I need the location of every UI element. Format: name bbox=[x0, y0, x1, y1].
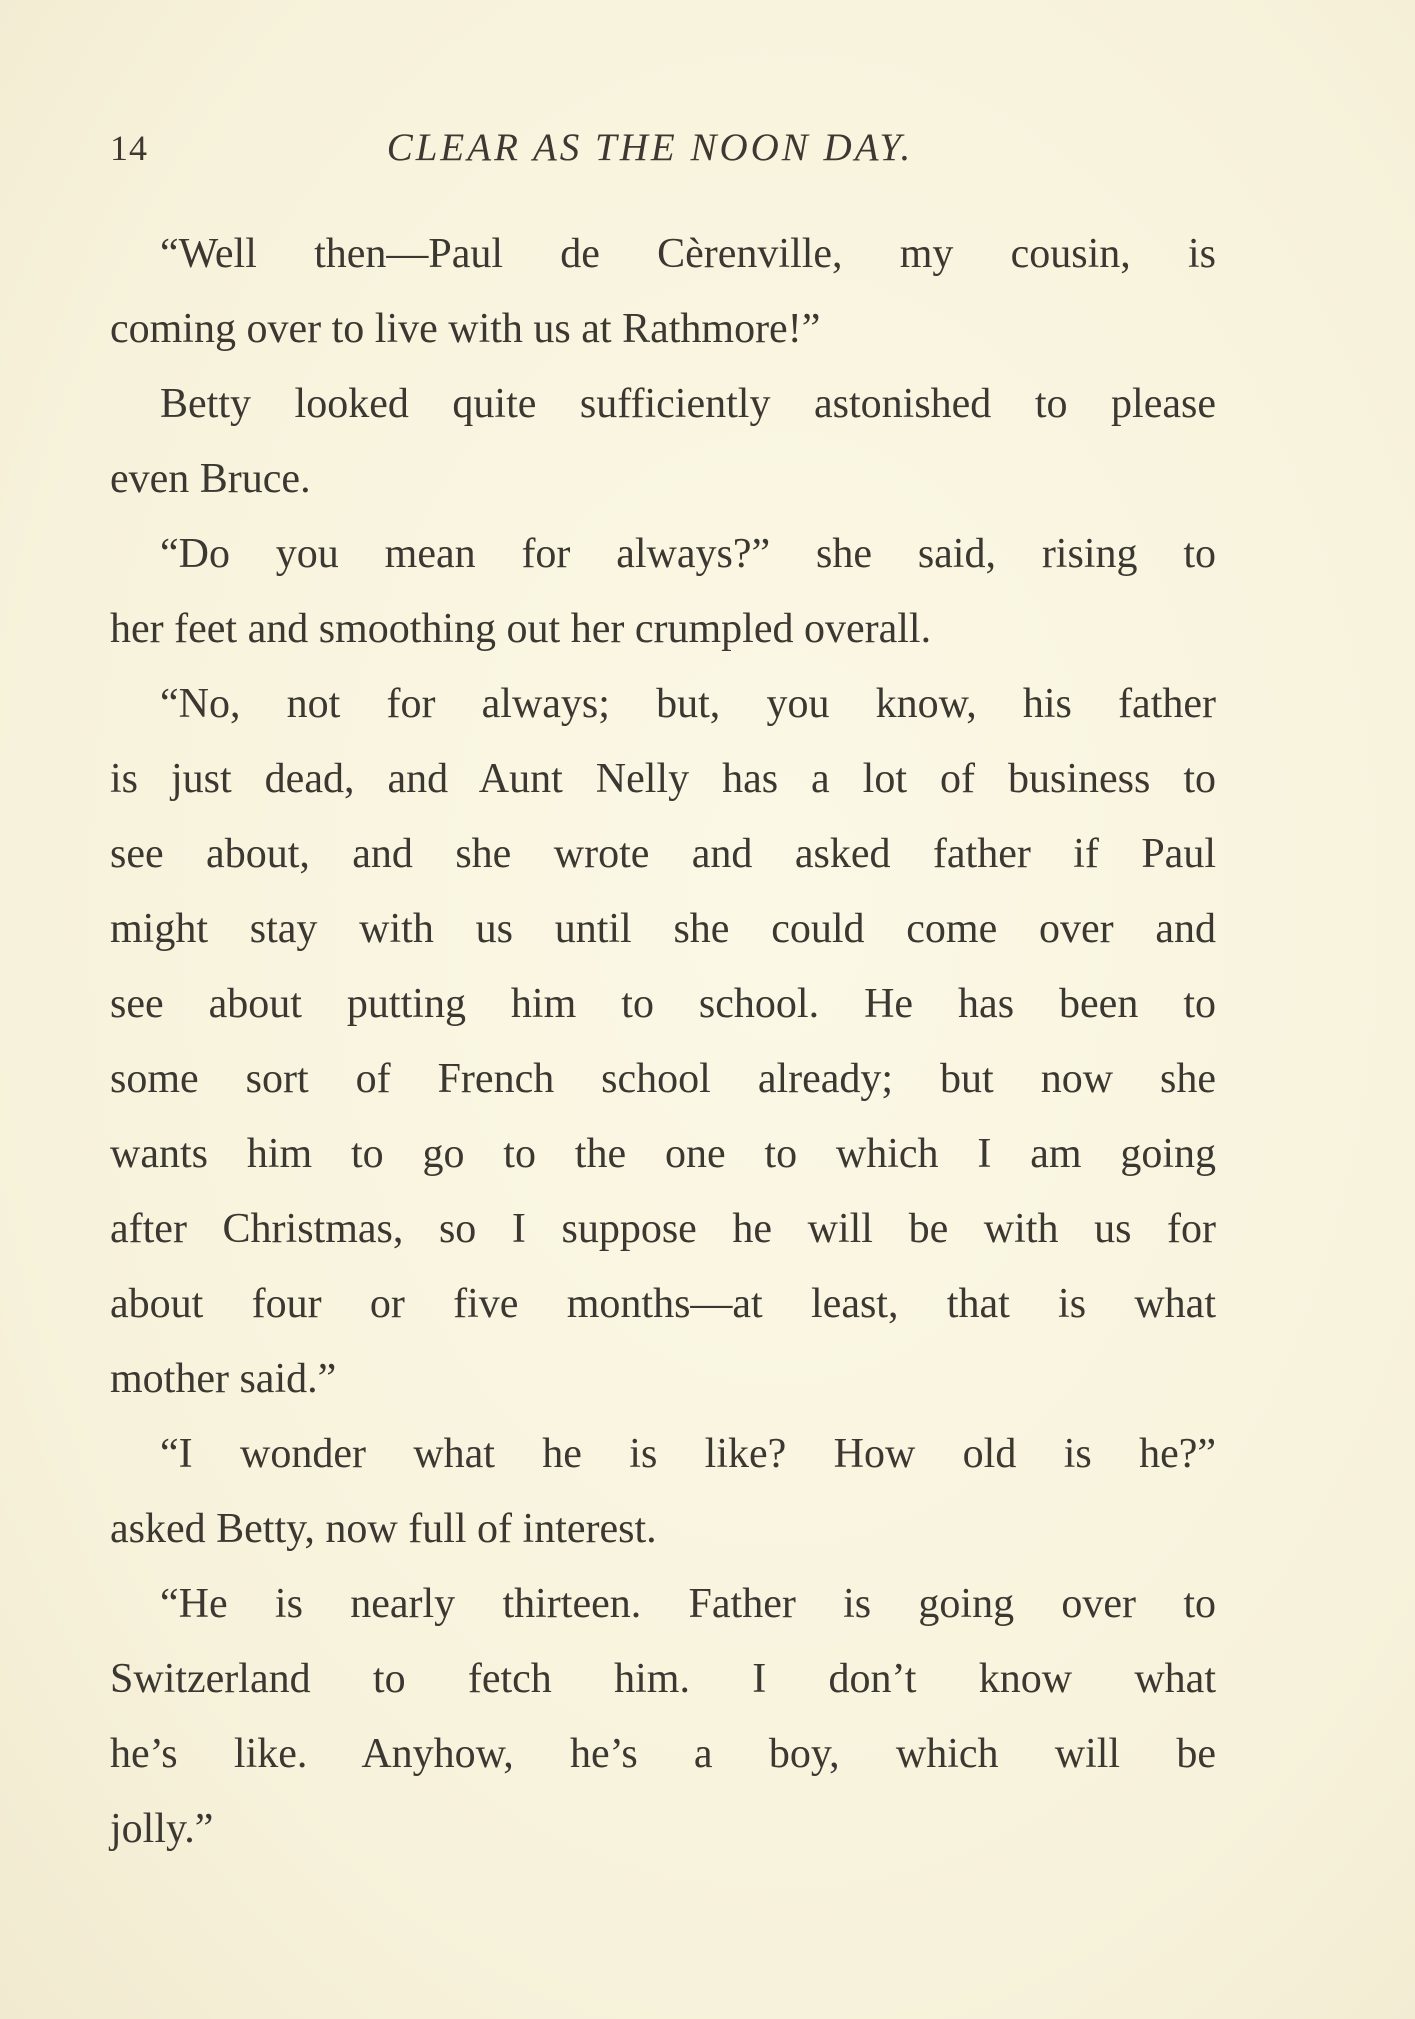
text-line: Switzerland to fetch him. I don’t know what bbox=[110, 1656, 1216, 1702]
text-line: mother said.” bbox=[110, 1356, 337, 1402]
text-line: coming over to live with us at Rathmore!” bbox=[110, 306, 821, 352]
text-line: see about putting him to school. He has been to bbox=[110, 981, 1216, 1027]
text-line: after Christmas, so I suppose he will be with us for bbox=[110, 1206, 1216, 1252]
page-number: 14 bbox=[110, 128, 148, 168]
text-line: wants him to go to the one to which I am going bbox=[110, 1131, 1216, 1177]
text-line: Betty looked quite sufficiently astonished to please bbox=[160, 381, 1216, 427]
text-line: jolly.” bbox=[110, 1806, 214, 1852]
text-line: “Do you mean for always?” she said, rising to bbox=[160, 531, 1216, 577]
text-line: “He is nearly thirteen. Father is going over to bbox=[160, 1581, 1216, 1627]
text-line: he’s like. Anyhow, he’s a boy, which will be bbox=[110, 1731, 1216, 1777]
text-line: about four or five months—at least, that is what bbox=[110, 1281, 1216, 1327]
text-line: “No, not for always; but, you know, his father bbox=[160, 681, 1216, 727]
text-line: even Bruce. bbox=[110, 456, 311, 502]
text-line: some sort of French school already; but now she bbox=[110, 1056, 1216, 1102]
running-title: CLEAR AS THE NOON DAY. bbox=[386, 126, 914, 169]
text-line: might stay with us until she could come over and bbox=[110, 906, 1216, 952]
page-header bbox=[110, 118, 1210, 178]
text-line: “I wonder what he is like? How old is he?” bbox=[160, 1431, 1216, 1477]
text-line: asked Betty, now full of interest. bbox=[110, 1506, 657, 1552]
text-line: see about, and she wrote and asked father if Paul bbox=[110, 831, 1216, 877]
body-text bbox=[110, 217, 1216, 1867]
text-line: is just dead, and Aunt Nelly has a lot of business to bbox=[110, 756, 1216, 802]
text-line: “Well then—Paul de Cèrenville, my cousin, is bbox=[160, 231, 1216, 277]
text-line: her feet and smoothing out her crumpled overall. bbox=[110, 606, 932, 652]
